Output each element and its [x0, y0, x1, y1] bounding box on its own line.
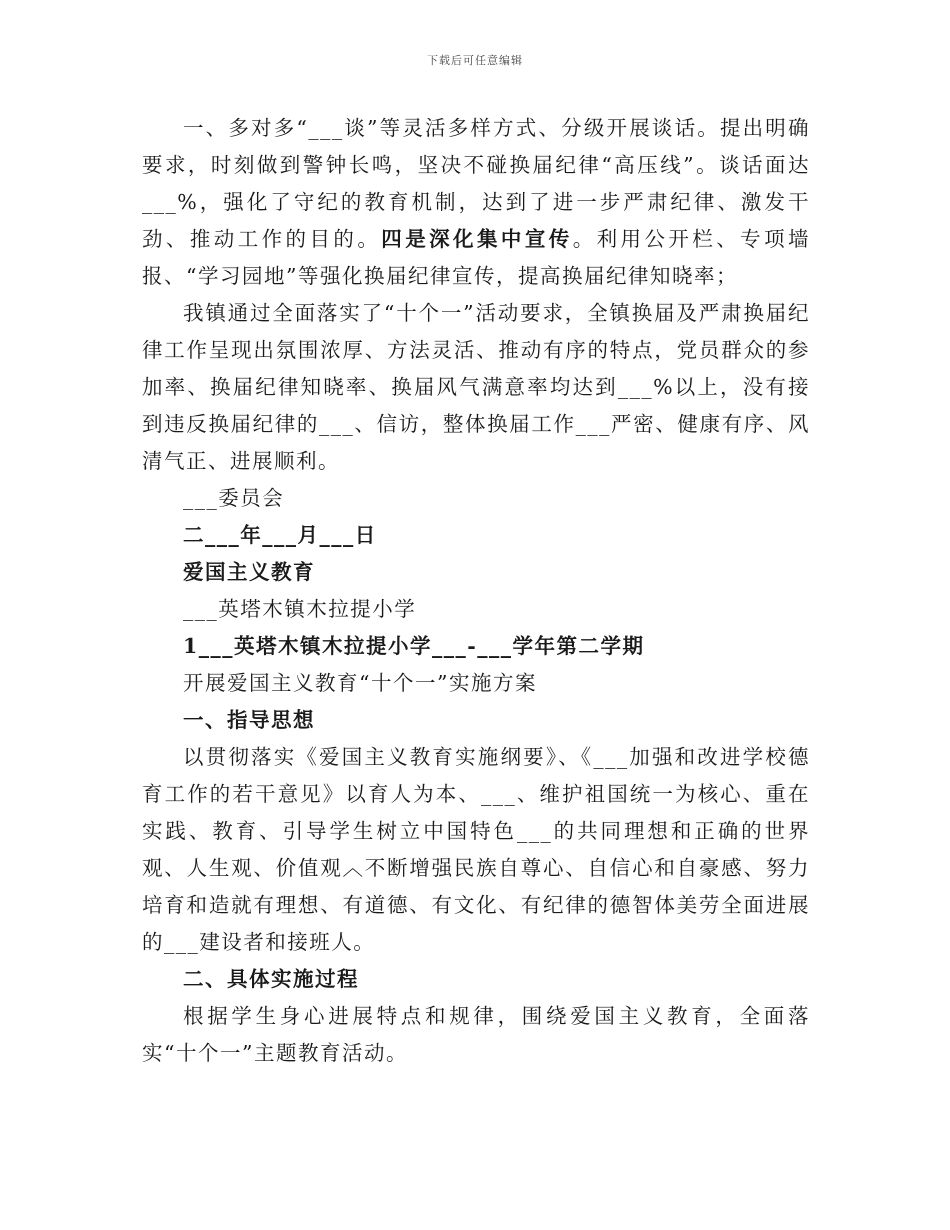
paragraph-summary: 我镇通过全面落实了“十个一”活动要求，全镇换届及严肃换届纪律工作呈现出氛围浓厚、方法灵活、推动有序的特点，党员群众的参加率、换届纪律知晓率、换届风气满意率均达到___%以上，没有接到违反换届纪律的___、信访，整体换届工作___严密、健康有序、风清气正、进展顺利。 — [142, 301, 810, 473]
plan-title: 1___英塔木镇木拉提小学___-___学年第二学期 — [183, 634, 645, 658]
heading-implementation: 二、具体实施过程 — [183, 967, 359, 991]
paragraph-implementation: 根据学生身心进展特点和规律，围绕爱国主义教育，全面落实“十个一”主题教育活动。 — [142, 1004, 810, 1065]
page-header-note: 下载后可任意编辑 — [427, 54, 523, 67]
paragraph-interviews — [142, 110, 810, 295]
signature-committee: ___委员会 — [183, 486, 285, 510]
paragraph-interviews-text: 一、多对多“___谈”等灵活多样方式、分级开展谈话。提出明确要求，时刻做到警钟长鸣，坚决不碰换届纪律“高压线”。谈话面达___%，强化了守纪的教育机制，达到了进一步严肃纪律、激发干劲、推动工作的目的。 — [142, 116, 810, 251]
signature-date: 二___年___月___日 — [183, 523, 377, 547]
heading-guiding-ideology: 一、指导思想 — [183, 708, 315, 732]
document-body — [142, 110, 810, 1072]
section-title-patriotic-education: 爱国主义教育 — [183, 560, 315, 584]
plan-subtitle: 开展爱国主义教育“十个一”实施方案 — [183, 671, 537, 695]
paragraph-guiding-ideology: 以贯彻落实《爱国主义教育实施纲要》、《___加强和改进学校德育工作的若干意见》以育人为本、___、维护祖国统一为核心、重在实践、教育、引导学生树立中国特色___的共同理想和正确的世界观、人生观、价值观︿不断增强民族自尊心、自信心和自豪感、努力培育和造就有理想、有道德、有文化、有纪律的德智体美劳全面进展的___建设者和接班人。 — [142, 745, 810, 954]
bold-phrase-propaganda: 四是深化集中宣传 — [381, 227, 573, 251]
paragraph-interviews-tail: 。利用公开栏、专项墙报、“学习园地”等强化换届纪律宣传，提高换届纪律知晓率； — [142, 227, 811, 288]
school-name: ___英塔木镇木拉提小学 — [183, 597, 417, 621]
